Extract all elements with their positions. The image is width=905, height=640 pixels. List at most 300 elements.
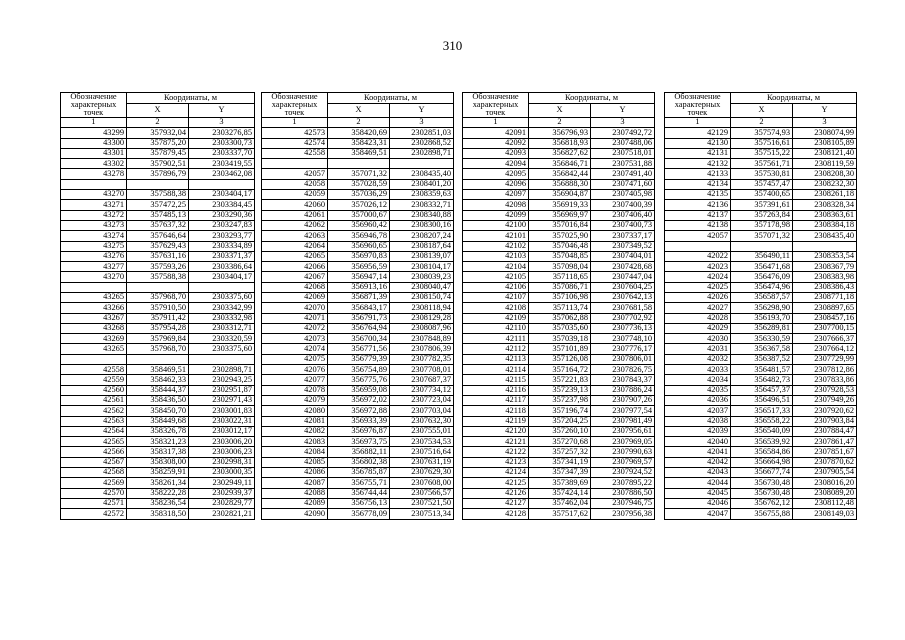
table-row: [262, 293, 454, 303]
y-coord-cell: 2307729,99: [793, 354, 857, 364]
y-coord-cell: 2308074,99: [793, 128, 857, 138]
y-coord-cell: 2307664,12: [793, 344, 857, 354]
y-coord-cell: 2307833,86: [793, 375, 857, 385]
table-row: [665, 303, 857, 313]
y-coord-cell: 2307848,89: [390, 334, 454, 344]
y-coord-cell: 2308119,59: [793, 159, 857, 169]
point-id-cell: 42120: [463, 426, 529, 436]
point-id-cell: 42070: [262, 303, 328, 313]
point-id-cell: 42073: [262, 334, 328, 344]
x-coord-cell: 356796,93: [529, 128, 591, 138]
point-id-cell: 42097: [463, 190, 529, 200]
point-id-cell: 43269: [61, 334, 127, 344]
x-coord-cell: 357954,28: [127, 323, 189, 333]
point-id-cell: 42090: [262, 509, 328, 519]
table-row: [463, 498, 655, 508]
point-id-cell: 42127: [463, 498, 529, 508]
table-row: [61, 406, 255, 416]
table-row: [61, 426, 255, 436]
y-coord-cell: 2303006,20: [189, 437, 255, 447]
header-y: Y: [591, 104, 655, 118]
table-row: [463, 169, 655, 179]
y-coord-cell: 2307851,67: [793, 447, 857, 457]
table-row: [665, 313, 857, 323]
point-id-cell: 42022: [665, 251, 731, 261]
point-id-cell: 42033: [665, 365, 731, 375]
point-id-cell: 43274: [61, 231, 127, 241]
table-row: [61, 488, 255, 498]
point-id-cell: 42564: [61, 426, 127, 436]
y-coord-cell: 2308897,65: [793, 303, 857, 313]
y-coord-cell: [189, 179, 255, 189]
y-coord-cell: 2308040,47: [390, 282, 454, 292]
y-coord-cell: 2307776,17: [591, 344, 655, 354]
y-coord-cell: 2307907,26: [591, 395, 655, 405]
header-col-num-2: 2: [731, 117, 793, 127]
x-coord-cell: 356933,39: [328, 416, 390, 426]
point-id-cell: 42027: [665, 303, 731, 313]
x-coord-cell: 356289,81: [731, 323, 793, 333]
y-coord-cell: 2307631,19: [390, 457, 454, 467]
point-id-cell: 42023: [665, 262, 731, 272]
point-id-cell: 42109: [463, 313, 529, 323]
coordinates-table: [261, 92, 454, 520]
table-row: [463, 385, 655, 395]
x-coord-cell: 357588,38: [127, 272, 189, 282]
point-id-cell: 43270: [61, 190, 127, 200]
point-id-cell: 42064: [262, 241, 328, 251]
table-row: [61, 344, 255, 354]
x-coord-cell: 356471,68: [731, 262, 793, 272]
point-id-cell: 42080: [262, 406, 328, 416]
y-coord-cell: 2307642,13: [591, 293, 655, 303]
y-coord-cell: 2307812,86: [793, 365, 857, 375]
y-coord-cell: 2308232,30: [793, 179, 857, 189]
x-coord-cell: 358436,50: [127, 395, 189, 405]
x-coord-cell: 356842,44: [529, 169, 591, 179]
y-coord-cell: 2302829,77: [189, 498, 255, 508]
x-coord-cell: 357016,84: [529, 220, 591, 230]
table-row: [61, 437, 255, 447]
point-id-cell: 42565: [61, 437, 127, 447]
table-row: [61, 323, 255, 333]
x-coord-cell: 357341,19: [529, 457, 591, 467]
point-id-cell: 42026: [665, 293, 731, 303]
point-id-cell: 42032: [665, 354, 731, 364]
y-coord-cell: 2307491,40: [591, 169, 655, 179]
point-id-cell: 42094: [463, 159, 529, 169]
table-row: [262, 437, 454, 447]
point-id-cell: 42096: [463, 179, 529, 189]
y-coord-cell: 2303462,08: [189, 169, 255, 179]
y-coord-cell: 2308118,94: [390, 303, 454, 313]
point-id-cell: 43300: [61, 138, 127, 148]
y-coord-cell: [189, 282, 255, 292]
x-coord-cell: 357902,51: [127, 159, 189, 169]
header-x: X: [328, 104, 390, 118]
point-id-cell: 42079: [262, 395, 328, 405]
point-id-cell: 42135: [665, 190, 731, 200]
table-row: [665, 282, 857, 292]
x-coord-cell: 357101,89: [529, 344, 591, 354]
x-coord-cell: 357485,13: [127, 210, 189, 220]
x-coord-cell: 358259,91: [127, 468, 189, 478]
header-y: Y: [390, 104, 454, 118]
y-coord-cell: 2307734,12: [390, 385, 454, 395]
y-coord-cell: 2303022,31: [189, 416, 255, 426]
point-id-cell: 42561: [61, 395, 127, 405]
table-row: [61, 220, 255, 230]
y-coord-cell: 2307946,75: [591, 498, 655, 508]
y-coord-cell: 2302998,31: [189, 457, 255, 467]
y-coord-cell: 2308386,43: [793, 282, 857, 292]
x-coord-cell: 357910,50: [127, 303, 189, 313]
y-coord-cell: 2308104,17: [390, 262, 454, 272]
point-id-cell: 43271: [61, 200, 127, 210]
page-number: 310: [442, 38, 463, 53]
point-id-cell: 42087: [262, 478, 328, 488]
table-body: [665, 128, 857, 519]
table-row: [463, 365, 655, 375]
x-coord-cell: 357472,25: [127, 200, 189, 210]
x-coord-cell: 357911,42: [127, 313, 189, 323]
table-row: [463, 395, 655, 405]
x-coord-cell: 357239,13: [529, 385, 591, 395]
x-coord-cell: 357517,62: [529, 509, 591, 519]
y-coord-cell: 2307428,68: [591, 262, 655, 272]
x-coord-cell: 357098,04: [529, 262, 591, 272]
x-coord-cell: 356818,93: [529, 138, 591, 148]
x-coord-cell: 357896,79: [127, 169, 189, 179]
coordinates-table: [462, 92, 655, 520]
table-row: [463, 488, 655, 498]
y-coord-cell: 2302949,11: [189, 478, 255, 488]
point-id-cell: 42069: [262, 293, 328, 303]
y-coord-cell: 2302943,25: [189, 375, 255, 385]
point-id-cell: 42110: [463, 323, 529, 333]
table-row: [665, 478, 857, 488]
point-id-cell: 42129: [665, 128, 731, 138]
y-coord-cell: 2307566,57: [390, 488, 454, 498]
x-coord-cell: 356587,57: [731, 293, 793, 303]
x-coord-cell: 357039,18: [529, 334, 591, 344]
point-id-cell: 42559: [61, 375, 127, 385]
y-coord-cell: 2303300,73: [189, 138, 255, 148]
x-coord-cell: 357593,26: [127, 262, 189, 272]
point-id-cell: [262, 159, 328, 169]
table-row: [61, 159, 255, 169]
point-id-cell: 42102: [463, 241, 529, 251]
point-id-cell: 43265: [61, 293, 127, 303]
y-coord-cell: 2303001,83: [189, 406, 255, 416]
x-coord-cell: 356457,37: [731, 385, 793, 395]
table-row: [665, 323, 857, 333]
x-coord-cell: 356755,71: [328, 478, 390, 488]
y-coord-cell: 2308208,30: [793, 169, 857, 179]
y-coord-cell: 2307895,22: [591, 478, 655, 488]
x-coord-cell: 358308,00: [127, 457, 189, 467]
x-coord-cell: 357516,61: [731, 138, 793, 148]
x-coord-cell: [127, 179, 189, 189]
x-coord-cell: 357457,47: [731, 179, 793, 189]
y-coord-cell: 2308384,18: [793, 220, 857, 230]
x-coord-cell: 358450,70: [127, 406, 189, 416]
table-row: [665, 498, 857, 508]
x-coord-cell: 356330,59: [731, 334, 793, 344]
y-coord-cell: 2307521,50: [390, 498, 454, 508]
y-coord-cell: 2308139,07: [390, 251, 454, 261]
x-coord-cell: 357237,98: [529, 395, 591, 405]
table-row: [262, 334, 454, 344]
table-row: [262, 282, 454, 292]
table-row: [61, 200, 255, 210]
table-row: [61, 138, 255, 148]
table-row: [262, 251, 454, 261]
table-row: [463, 344, 655, 354]
y-coord-cell: 2307471,60: [591, 179, 655, 189]
table-row: [463, 190, 655, 200]
y-coord-cell: 2303375,60: [189, 293, 255, 303]
y-coord-cell: 2303000,35: [189, 468, 255, 478]
x-coord-cell: 357036,29: [328, 190, 390, 200]
x-coord-cell: 356584,86: [731, 447, 793, 457]
point-id-cell: 42137: [665, 210, 731, 220]
x-coord-cell: 357389,69: [529, 478, 591, 488]
header-col-num-1: 1: [463, 117, 529, 127]
table-row: [262, 190, 454, 200]
y-coord-cell: [390, 159, 454, 169]
y-coord-cell: 2307886,24: [591, 385, 655, 395]
point-id-cell: 42065: [262, 251, 328, 261]
point-id-cell: 42061: [262, 210, 328, 220]
x-coord-cell: 357028,59: [328, 179, 390, 189]
x-coord-cell: [127, 354, 189, 364]
y-coord-cell: 2308401,20: [390, 179, 454, 189]
y-coord-cell: 2303337,70: [189, 148, 255, 158]
point-id-cell: 42068: [262, 282, 328, 292]
y-coord-cell: 2303386,64: [189, 262, 255, 272]
y-coord-cell: 2307406,40: [591, 210, 655, 220]
point-id-cell: 43275: [61, 241, 127, 251]
table-row: [463, 148, 655, 158]
x-coord-cell: 358222,28: [127, 488, 189, 498]
point-id-cell: 42570: [61, 488, 127, 498]
point-id-cell: 42028: [665, 313, 731, 323]
y-coord-cell: 2308112,48: [793, 498, 857, 508]
table-row: [665, 375, 857, 385]
table-row: [262, 395, 454, 405]
y-coord-cell: 2307400,39: [591, 200, 655, 210]
x-coord-cell: 356755,88: [731, 509, 793, 519]
point-id-cell: 42072: [262, 323, 328, 333]
x-coord-cell: 357515,22: [731, 148, 793, 158]
point-id-cell: 42569: [61, 478, 127, 488]
y-coord-cell: 2307806,01: [591, 354, 655, 364]
y-coord-cell: 2307806,39: [390, 344, 454, 354]
point-id-cell: 42118: [463, 406, 529, 416]
point-id-cell: 43277: [61, 262, 127, 272]
y-coord-cell: 2303384,45: [189, 200, 255, 210]
table-row: [665, 509, 857, 519]
point-id-cell: 42089: [262, 498, 328, 508]
point-id-cell: 42031: [665, 344, 731, 354]
y-coord-cell: 2307632,30: [390, 416, 454, 426]
y-coord-cell: 2303276,85: [189, 128, 255, 138]
point-id-cell: 42133: [665, 169, 731, 179]
header-point-label: Обозначение характерных точек: [463, 93, 529, 118]
x-coord-cell: 357879,45: [127, 148, 189, 158]
x-coord-cell: 356700,34: [328, 334, 390, 344]
table-row: [61, 231, 255, 241]
y-coord-cell: 2307703,04: [390, 406, 454, 416]
table-row: [665, 231, 857, 241]
point-id-cell: 42076: [262, 365, 328, 375]
table-row: [665, 416, 857, 426]
table-row: [262, 159, 454, 169]
y-coord-cell: 2302821,21: [189, 509, 255, 519]
header-point-label: Обозначение характерных точек: [61, 93, 127, 118]
point-id-cell: 42572: [61, 509, 127, 519]
table-row: [665, 190, 857, 200]
header-coordinates: Координаты, м: [731, 93, 857, 104]
table-row: [463, 231, 655, 241]
y-coord-cell: 2307748,10: [591, 334, 655, 344]
x-coord-cell: 357637,32: [127, 220, 189, 230]
table-row: [61, 241, 255, 251]
table-row: [463, 179, 655, 189]
x-coord-cell: 356298,90: [731, 303, 793, 313]
y-coord-cell: 2303012,17: [189, 426, 255, 436]
x-coord-cell: 356476,09: [731, 272, 793, 282]
table-row: [463, 293, 655, 303]
table-row: [61, 468, 255, 478]
header-col-num-2: 2: [328, 117, 390, 127]
x-coord-cell: 357196,74: [529, 406, 591, 416]
x-coord-cell: 358318,50: [127, 509, 189, 519]
table-row: [463, 138, 655, 148]
table-row: [665, 395, 857, 405]
point-id-cell: 42085: [262, 457, 328, 467]
header-col-num-2: 2: [127, 117, 189, 127]
table-row: [61, 190, 255, 200]
table-row: [665, 354, 857, 364]
table-row: [262, 406, 454, 416]
table-row: [61, 293, 255, 303]
x-coord-cell: 356387,52: [731, 354, 793, 364]
table-row: [262, 498, 454, 508]
y-coord-cell: 2307608,00: [390, 478, 454, 488]
x-coord-cell: 358317,38: [127, 447, 189, 457]
y-coord-cell: 2302971,43: [189, 395, 255, 405]
point-id-cell: 42030: [665, 334, 731, 344]
table-row: [463, 241, 655, 251]
point-id-cell: 42041: [665, 447, 731, 457]
y-coord-cell: 2308771,18: [793, 293, 857, 303]
y-coord-cell: 2303375,60: [189, 344, 255, 354]
y-coord-cell: 2303342,99: [189, 303, 255, 313]
y-coord-cell: 2307518,01: [591, 148, 655, 158]
point-id-cell: 42098: [463, 200, 529, 210]
y-coord-cell: 2308359,63: [390, 190, 454, 200]
header-col-num-1: 1: [61, 117, 127, 127]
table-row: [262, 426, 454, 436]
y-coord-cell: 2308457,16: [793, 313, 857, 323]
x-coord-cell: 357204,25: [529, 416, 591, 426]
point-id-cell: 42060: [262, 200, 328, 210]
x-coord-cell: 357106,98: [529, 293, 591, 303]
x-coord-cell: 357462,04: [529, 498, 591, 508]
x-coord-cell: 357629,43: [127, 241, 189, 251]
y-coord-cell: 2303290,36: [189, 210, 255, 220]
x-coord-cell: 356490,11: [731, 251, 793, 261]
y-coord-cell: 2307534,53: [390, 437, 454, 447]
table-row: [262, 138, 454, 148]
table-row: [262, 200, 454, 210]
x-coord-cell: 356960,65: [328, 241, 390, 251]
x-coord-cell: 356960,42: [328, 220, 390, 230]
point-id-cell: 42566: [61, 447, 127, 457]
header-x: X: [731, 104, 793, 118]
point-id-cell: 43272: [61, 210, 127, 220]
table-row: [463, 323, 655, 333]
point-id-cell: 42125: [463, 478, 529, 488]
y-coord-cell: 2303293,77: [189, 231, 255, 241]
y-coord-cell: 2307513,34: [390, 509, 454, 519]
table-row: [262, 262, 454, 272]
y-coord-cell: 2307349,52: [591, 241, 655, 251]
x-coord-cell: 357932,04: [127, 128, 189, 138]
x-coord-cell: 357062,88: [529, 313, 591, 323]
x-coord-cell: 358449,68: [127, 416, 189, 426]
y-coord-cell: 2307400,73: [591, 220, 655, 230]
point-id-cell: 42124: [463, 468, 529, 478]
table-row: [463, 416, 655, 426]
table-row: [61, 148, 255, 158]
header-col-num-1: 1: [262, 117, 328, 127]
y-coord-cell: 2307861,47: [793, 437, 857, 447]
table-row: [665, 488, 857, 498]
y-coord-cell: 2307492,72: [591, 128, 655, 138]
y-coord-cell: 2308340,88: [390, 210, 454, 220]
point-id-cell: 42558: [262, 148, 328, 158]
x-coord-cell: 358321,23: [127, 437, 189, 447]
point-id-cell: 42099: [463, 210, 529, 220]
x-coord-cell: 356888,30: [529, 179, 591, 189]
point-id-cell: 42075: [262, 354, 328, 364]
point-id-cell: 42040: [665, 437, 731, 447]
table-row: [61, 385, 255, 395]
table-row: [463, 457, 655, 467]
table-row: [463, 334, 655, 344]
point-id-cell: 42083: [262, 437, 328, 447]
x-coord-cell: 356904,87: [529, 190, 591, 200]
table-row: [61, 334, 255, 344]
y-coord-cell: 2307920,62: [793, 406, 857, 416]
x-coord-cell: 357424,14: [529, 488, 591, 498]
header-y: Y: [793, 104, 857, 118]
x-coord-cell: [731, 241, 793, 251]
point-id-cell: 43273: [61, 220, 127, 230]
table-row: [665, 468, 857, 478]
x-coord-cell: 358462,33: [127, 375, 189, 385]
header-coordinates: Координаты, м: [328, 93, 454, 104]
y-coord-cell: 2302951,87: [189, 385, 255, 395]
point-id-cell: 42100: [463, 220, 529, 230]
point-id-cell: 42116: [463, 385, 529, 395]
point-id-cell: 42115: [463, 375, 529, 385]
point-id-cell: 42104: [463, 262, 529, 272]
y-coord-cell: 2303334,89: [189, 241, 255, 251]
